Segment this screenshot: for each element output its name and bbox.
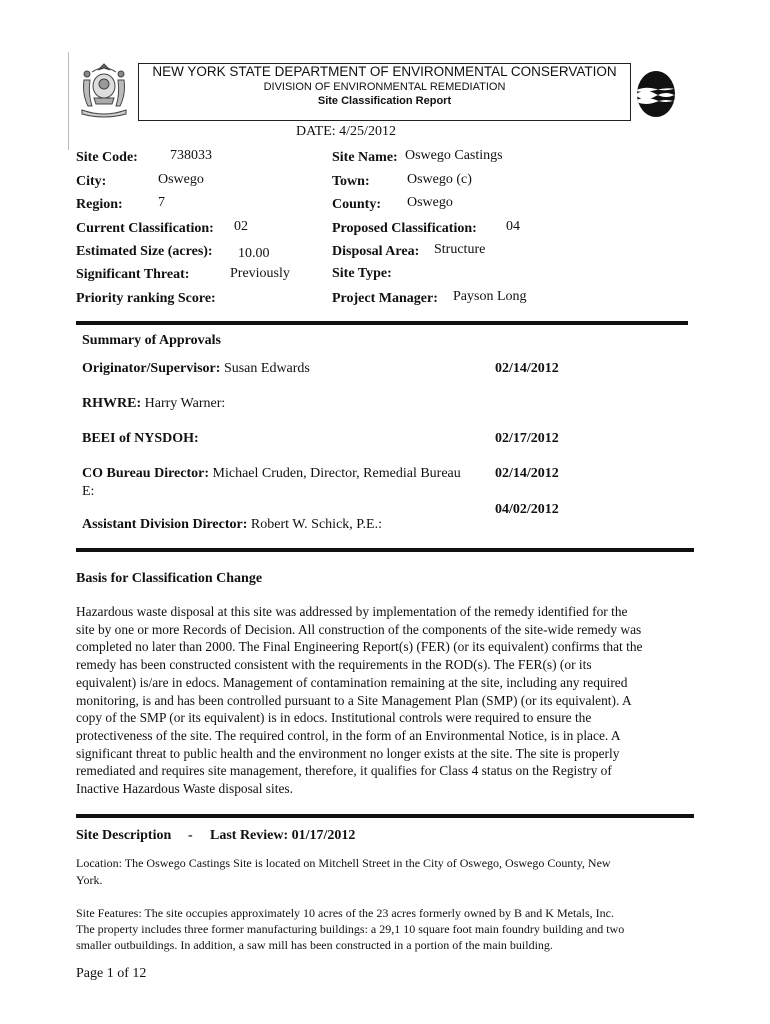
nys-seal-icon	[74, 60, 134, 120]
site-description-heading: Site Description	[76, 828, 172, 843]
current-classification-value: 02	[234, 219, 248, 234]
basis-line: copy of the SMP (or its equivalent) is in edocs. Institutional controls were required to ensure the	[76, 710, 592, 726]
site-name-label: Site Name:	[332, 150, 398, 165]
co-director-date: 02/14/2012	[495, 466, 559, 481]
estimated-size-label: Estimated Size (acres):	[76, 244, 213, 259]
features-line: The property includes three former manufacturing buildings: a 29,1 10 square foot main foundry building and two	[76, 922, 625, 936]
basis-line: completed no later than 2000. The Final Engineering Report(s) (FER) (or its equivalent) confirms that the	[76, 639, 643, 655]
divider-rule	[76, 321, 688, 325]
basis-line: Hazardous waste disposal at this site was addressed by implementation of the remedy identified for the	[76, 604, 628, 619]
beei-label: BEEI of NYSDOH:	[82, 431, 199, 446]
originator-row	[82, 361, 310, 377]
co-director-label: CO Bureau Director:	[82, 466, 210, 481]
basis-line: remedy has been constructed consistent with the requirements in the ROD(s). The FER(s) (or its	[76, 657, 592, 673]
rhwre-row	[82, 396, 225, 412]
town-label: Town:	[332, 174, 370, 189]
significant-threat-label: Significant Threat:	[76, 267, 190, 282]
location-line: Location: The Oswego Castings Site is located on Mitchell Street in the City of Oswego, Oswego County, New	[76, 856, 611, 870]
disposal-area-value: Structure	[434, 242, 486, 257]
city-label: City:	[76, 174, 107, 189]
site-name-value: Oswego Castings	[405, 148, 503, 163]
site-type-label: Site Type:	[332, 266, 392, 281]
assistant-director-date: 04/02/2012	[495, 502, 559, 517]
basis-line: equivalent) is/are in edocs. Management of contamination remaining at the site, including any required	[76, 674, 628, 690]
location-line: York.	[76, 873, 103, 887]
project-manager-value: Payson Long	[453, 289, 527, 304]
basis-paragraph	[76, 603, 692, 798]
basis-line: remediated and requires site management, therefore, it qualifies for Class 4 status on the Registry of	[76, 763, 612, 779]
region-label: Region:	[76, 197, 123, 212]
report-date: DATE: 4/25/2012	[296, 124, 396, 139]
basis-line: Inactive Hazardous Waste disposal sites.	[76, 781, 293, 797]
disposal-area-label: Disposal Area:	[332, 244, 420, 259]
county-label: County:	[332, 197, 382, 212]
divider-rule	[76, 548, 694, 552]
city-value: Oswego	[158, 172, 204, 187]
beei-date: 02/17/2012	[495, 431, 559, 446]
co-director-value: Michael Cruden, Director, Remedial Bureau	[212, 466, 461, 481]
page-number: Page 1 of 12	[76, 966, 147, 981]
last-review: Last Review: 01/17/2012	[210, 828, 356, 843]
header-left-rule	[68, 52, 69, 150]
basis-line: site by one or more Records of Decision. All construction of the components of the site-wide remedy was	[76, 621, 642, 637]
originator-label: Originator/Supervisor:	[82, 361, 221, 376]
basis-line: significant threat to public health and the environment no longer exists at the site. The site is properly	[76, 745, 620, 761]
significant-threat-value: Previously	[230, 266, 290, 281]
report-title: Site Classification Report	[317, 95, 452, 107]
co-director-line2: E:	[82, 484, 95, 499]
assistant-director-value: Robert W. Schick, P.E.:	[250, 517, 382, 532]
basis-line: monitoring, is and has been controlled pursuant to a Site Management Plan (SMP) (or its equivalent). A	[76, 692, 632, 708]
features-line: Site Features: The site occupies approximately 10 acres of the 23 acres formerly owned by B and K Metals, Inc.	[76, 906, 614, 920]
rhwre-value: Harry Warner:	[144, 396, 226, 411]
proposed-classification-label: Proposed Classification:	[332, 221, 477, 236]
region-value: 7	[158, 195, 165, 210]
divider-rule	[76, 814, 694, 818]
county-value: Oswego	[407, 195, 453, 210]
site-code-label: Site Code:	[76, 150, 138, 165]
division-title: DIVISION OF ENVIRONMENTAL REMEDIATION	[263, 81, 506, 93]
site-code-value: 738033	[170, 148, 212, 163]
heading-dash: -	[188, 828, 193, 843]
dec-logo-icon	[636, 70, 676, 118]
basis-line: protectiveness of the site. The required control, in the form of an Environmental Notice, is in place. A	[76, 727, 621, 743]
co-director-row	[82, 466, 461, 482]
priority-score-label: Priority ranking Score:	[76, 291, 216, 306]
assistant-director-row	[82, 517, 382, 533]
approvals-heading: Summary of Approvals	[82, 333, 221, 348]
agency-title: NEW YORK STATE DEPARTMENT OF ENVIRONMENTAL CONSERVATION	[152, 64, 617, 79]
basis-heading: Basis for Classification Change	[76, 571, 263, 586]
town-value: Oswego (c)	[407, 172, 472, 187]
rhwre-label: RHWRE:	[82, 396, 142, 411]
assistant-director-label: Assistant Division Director:	[82, 517, 248, 532]
originator-value: Susan Edwards	[223, 361, 310, 376]
estimated-size-value: 10.00	[238, 246, 270, 261]
project-manager-label: Project Manager:	[332, 291, 438, 306]
current-classification-label: Current Classification:	[76, 221, 214, 236]
originator-date: 02/14/2012	[495, 361, 559, 376]
features-line: smaller outbuildings. In addition, a saw mill has been constructed in a portion of the main building.	[76, 938, 553, 952]
proposed-classification-value: 04	[506, 219, 520, 234]
